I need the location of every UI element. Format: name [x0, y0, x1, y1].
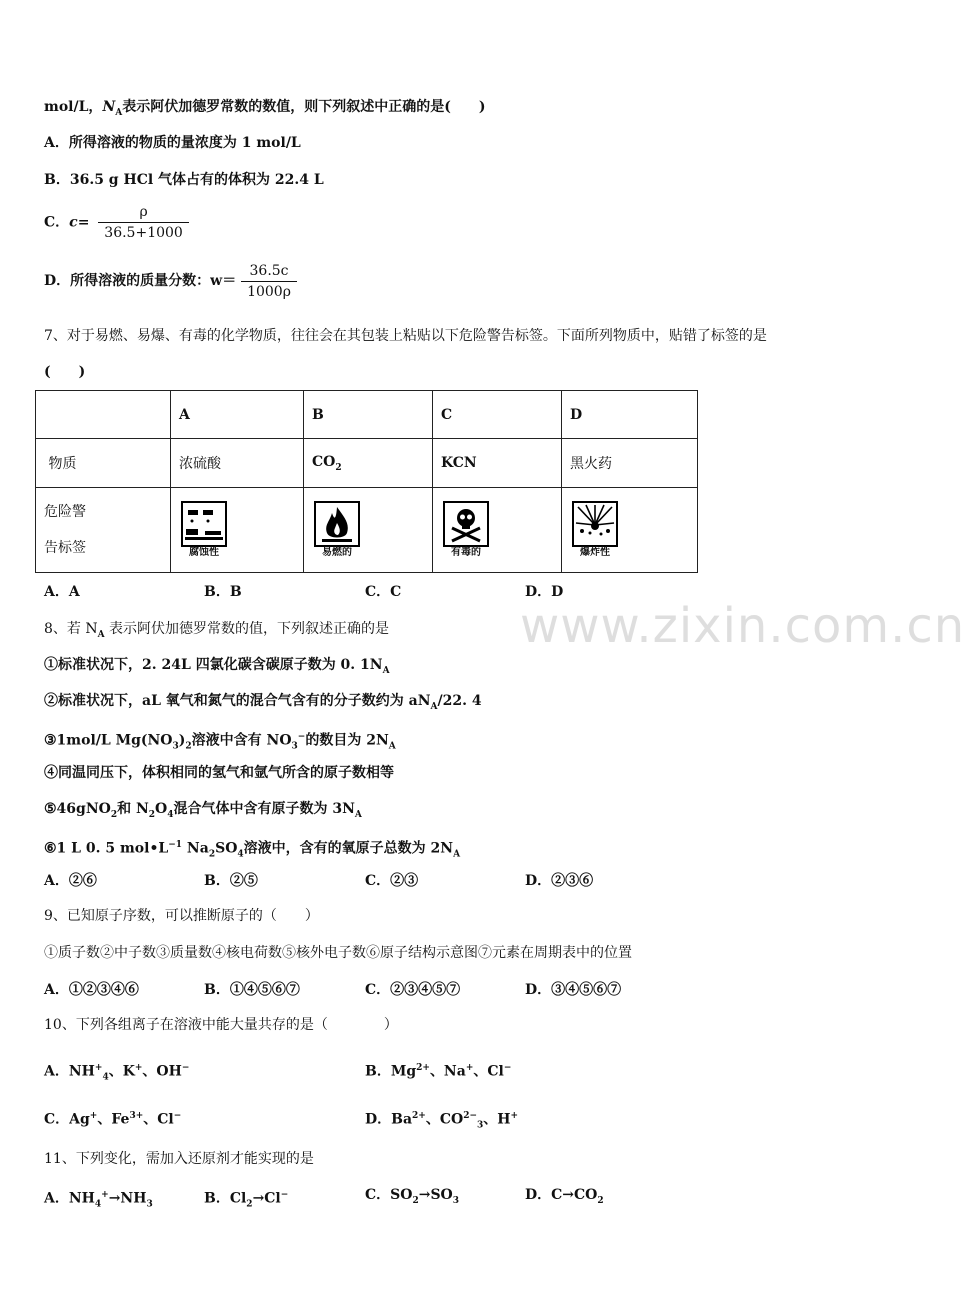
table-header-cell: C	[433, 391, 562, 439]
q7-option-a: A．A	[44, 584, 80, 600]
q10-option-c: C．Ag+、$Fe^{3+}$、Cl−	[44, 1111, 182, 1128]
q8-statement-5: ⑤46gNO$_2$和 $N_2O_4$混合气体中含有原子数为 $3N_A$	[44, 801, 362, 820]
table-header-cell: B	[304, 391, 433, 439]
q9-option-b: B．①④⑤⑥⑦	[204, 982, 300, 998]
q6-option-c: C．c= $\frac{\rho}{36.5+1000}$	[44, 202, 189, 243]
q8-option-d: D．②③⑥	[525, 873, 594, 889]
q11-option-b: B．$Cl_2\to Cl^-$	[204, 1190, 289, 1210]
q6-c-fraction: $\frac{\rho}{36.5+1000}$	[98, 202, 189, 243]
q9-option-c: C．②③④⑤⑦	[365, 982, 461, 998]
q10-option-b: B．$Mg^{2+}$、Na+、Cl−	[365, 1063, 512, 1080]
hazard-label-table	[35, 390, 698, 573]
q7-option-d: D．D	[525, 584, 564, 600]
q9-option-a: A．①②③④⑥	[44, 982, 139, 998]
table-cell: 黑火药	[562, 439, 698, 488]
q7-paren: ( )	[44, 364, 86, 380]
q8-statement-3: ③1mol/L $Mg(NO_3)_2$溶液中含有 $NO_3^-$的数目为 $2N_A$	[44, 732, 396, 752]
flammable-label-icon: 易燃的	[312, 501, 362, 559]
q8-statement-6: ⑥1 L 0. 5 $mol•L^{-1}$ $Na_2SO_4$溶液中，含有的氧原子总数为 $2N_A$	[44, 840, 461, 860]
q8-statement-2: ②标准状况下，aL 氧气和氮气的混合气含有的分子数约为 $aN_A/22$. 4	[44, 693, 482, 712]
table-cell: 危险警 告标签	[36, 488, 171, 573]
q6-d-fraction: $\frac{36.5c}{1000\rho}$	[241, 261, 297, 302]
q8-statement-1: ①标准状况下，2. 24L 四氯化碳含碳原子数为 0. $1N_A$	[44, 657, 390, 676]
toxic-label-icon: 有毒的	[441, 501, 491, 559]
table-header-cell: A	[171, 391, 304, 439]
q8-option-a: A．②⑥	[44, 873, 97, 889]
table-row-substance	[36, 439, 698, 488]
q6-option-a: A．所得溶液的物质的量浓度为 1 mol/L	[44, 135, 301, 151]
q8-option-c: C．②③	[365, 873, 419, 889]
q10-stem: 10、下列各组离子在溶液中能大量共存的是（ ）	[44, 1017, 398, 1033]
q6-option-b: B．36.5 g HCl 气体占有的体积为 22.4 L	[44, 172, 324, 188]
table-row-labels	[36, 488, 698, 573]
q11-option-d: D．$C\to CO_2$	[525, 1187, 604, 1206]
q6-stem: mol/L，$N_A$表示阿伏加德罗常数的数值，则下列叙述中正确的是( )	[44, 99, 486, 118]
table-header-cell: D	[562, 391, 698, 439]
table-cell: $CO_2$	[304, 439, 433, 488]
q7-option-c: C．C	[365, 584, 402, 600]
q11-option-c: C．$SO_2\to SO_3$	[365, 1187, 460, 1206]
q11-stem: 11、下列变化，需加入还原剂才能实现的是	[44, 1151, 314, 1167]
table-cell	[304, 488, 433, 573]
q10-option-a: A．$NH^+_4$、K+、OH−	[44, 1063, 190, 1083]
watermark: www.zixin.com.cn	[520, 598, 965, 654]
q9-items: ①质子数②中子数③质量数④核电荷数⑤核外电子数⑥原子结构示意图⑦元素在周期表中的位置	[44, 945, 632, 961]
q9-option-d: D．③④⑤⑥⑦	[525, 982, 622, 998]
table-header-cell	[36, 391, 171, 439]
q8-option-b: B．②⑤	[204, 873, 258, 889]
table-cell	[562, 488, 698, 573]
table-cell: 浓硫酸	[171, 439, 304, 488]
table-cell	[171, 488, 304, 573]
corrosive-label-icon: 腐蚀性	[179, 501, 229, 559]
q7-option-b: B．B	[204, 584, 242, 600]
table-cell: KCN	[433, 439, 562, 488]
q10-option-d: D．$Ba^{2+}$、$CO^{2-}_3$、H+	[365, 1111, 519, 1131]
table-cell: 物质	[36, 439, 171, 488]
table-header-row	[36, 391, 698, 439]
q8-stem: 8、若 $N_A$ 表示阿伏加德罗常数的值，下列叙述正确的是	[44, 621, 390, 640]
q6-option-d: D．所得溶液的质量分数：w＝ $\frac{36.5c}{1000\rho}$	[44, 259, 297, 303]
q11-option-a: A．$NH_4^+\to NH_3$	[44, 1190, 153, 1210]
q7-stem: 7、对于易燃、易爆、有毒的化学物质，往往会在其包装上粘贴以下危险警告标签。下面所列物质中，贴错了标签的是	[44, 328, 767, 344]
q8-statement-4: ④同温同压下，体积相同的氢气和氩气所含的原子数相等	[44, 765, 394, 781]
explosive-label-icon: 爆炸性	[570, 501, 620, 559]
table-cell	[433, 488, 562, 573]
q9-stem: 9、已知原子序数，可以推断原子的（ ）	[44, 908, 319, 924]
